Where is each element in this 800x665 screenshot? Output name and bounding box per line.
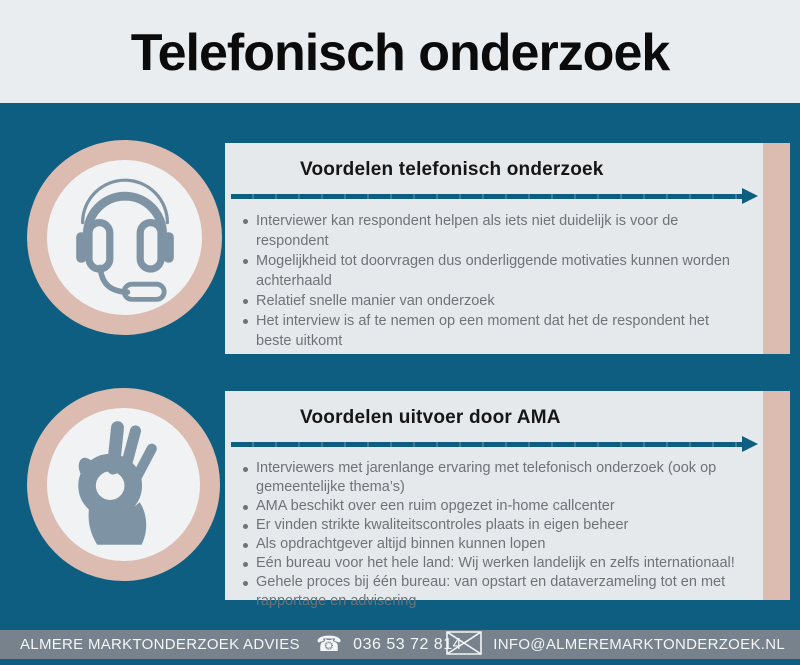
arrow-bar	[231, 442, 742, 447]
section2-panel	[225, 391, 790, 609]
bullet-item: Er vinden strikte kwaliteitscontroles plaats in eigen beheer	[256, 516, 746, 535]
bullet-item: Eén bureau voor het hele land: Wij werken landelijk en zelfs internationaal!	[256, 554, 746, 573]
timeline-arrow	[231, 188, 758, 204]
footer-company: ALMERE MARKTONDERZOEK ADVIES	[20, 636, 300, 653]
header	[0, 0, 800, 103]
footer-phone-number: 036 53 72 814	[353, 635, 462, 653]
arrow-head-icon	[742, 188, 758, 204]
headset-icon	[64, 165, 186, 310]
bullet-item: Als opdrachtgever altijd binnen kunnen lopen	[256, 535, 746, 554]
footer-email: INFO@ALMEREMARKTONDERZOEK.NL	[493, 636, 785, 653]
bullet-item: Interviewer kan respondent helpen als iets niet duidelijk is voor de respondent	[256, 211, 746, 251]
bullet-item: Mogelijkheid tot doorvragen dus onderliggende motivaties kunnen worden achterhaald	[256, 251, 746, 291]
bullet-item: Het interview is af te nemen op een moment dat het de respondent het beste uitkomt	[256, 311, 746, 351]
envelope-icon	[446, 631, 482, 659]
section2-heading: Voordelen uitvoer door AMA	[300, 407, 561, 428]
section2-icon-circle	[27, 388, 220, 581]
bullet-item: Interviewers met jarenlange ervaring met telefonisch onderzoek (ook op gemeentelijke thema’s)	[256, 459, 746, 497]
ok-hand-icon	[64, 417, 184, 552]
section2-bullets	[225, 459, 746, 611]
bullet-item: Gehele proces bij één bureau: van opstart en dataverzameling tot en met rapportage en advisering	[256, 573, 746, 611]
timeline-arrow	[231, 436, 758, 452]
page-title: Telefonisch onderzoek	[130, 23, 670, 82]
section1-icon-circle	[27, 140, 222, 335]
bullet-item: Relatief snelle manier van onderzoek	[256, 291, 746, 311]
section1-panel	[225, 143, 790, 354]
telephone-icon: ☎	[316, 632, 343, 656]
footer-email-group	[446, 630, 785, 659]
footer-phone-group	[316, 630, 462, 659]
arrow-head-icon	[742, 436, 758, 452]
footer-bar	[0, 630, 800, 659]
section1-bullets	[225, 211, 746, 351]
arrow-bar	[231, 194, 742, 199]
section1-heading: Voordelen telefonisch onderzoek	[300, 159, 604, 180]
bullet-item: AMA beschikt over een ruim opgezet in-home callcenter	[256, 497, 746, 516]
